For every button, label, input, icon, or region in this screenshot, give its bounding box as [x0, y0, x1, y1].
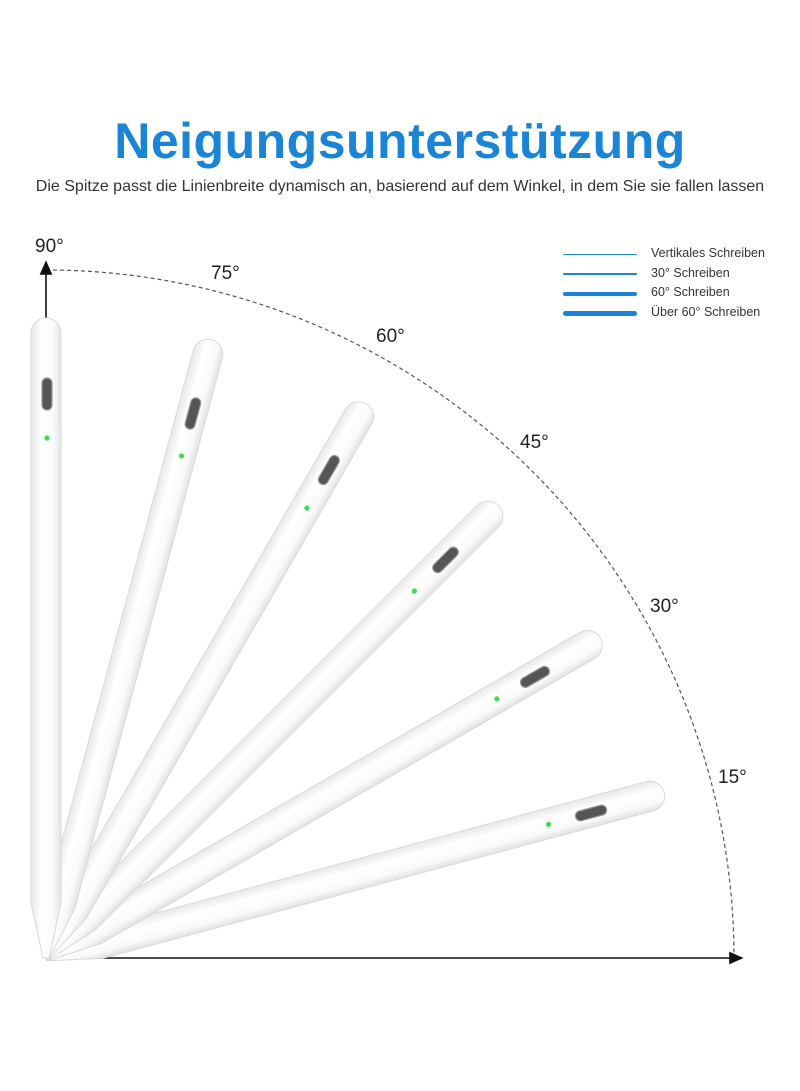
legend-line-swatch [563, 311, 637, 316]
page-subtitle: Die Spitze passt die Linienbreite dynamisch an, basierend auf dem Winkel, in dem Sie sie fallen lassen [35, 178, 765, 195]
legend-line-swatch [563, 292, 637, 296]
legend-label: 30° Schreiben [651, 265, 730, 280]
legend-label: Über 60° Schreiben [651, 304, 761, 319]
angle-label-60: 60° [376, 326, 405, 347]
charging-port-icon [42, 378, 52, 410]
angle-label-90: 90° [35, 236, 64, 257]
legend-item [563, 284, 793, 304]
pen-body [31, 318, 61, 958]
legend-label: Vertikales Schreiben [651, 246, 765, 260]
angle-label-45: 45° [520, 432, 549, 453]
status-led-icon [44, 435, 49, 440]
legend-item [563, 245, 793, 265]
legend-line-swatch [563, 273, 637, 275]
line-width-legend [563, 245, 793, 323]
legend-label: 60° Schreiben [651, 285, 730, 299]
angle-label-75: 75° [211, 263, 240, 284]
stylus-pen-icon [31, 318, 61, 958]
pens-group [31, 318, 668, 972]
legend-line-swatch [563, 254, 637, 255]
angle-label-15: 15° [718, 767, 747, 788]
page-title: Neigungsunterstützung [114, 113, 686, 169]
legend-item [563, 265, 793, 285]
angle-label-30: 30° [650, 596, 679, 617]
legend-item [563, 304, 793, 324]
